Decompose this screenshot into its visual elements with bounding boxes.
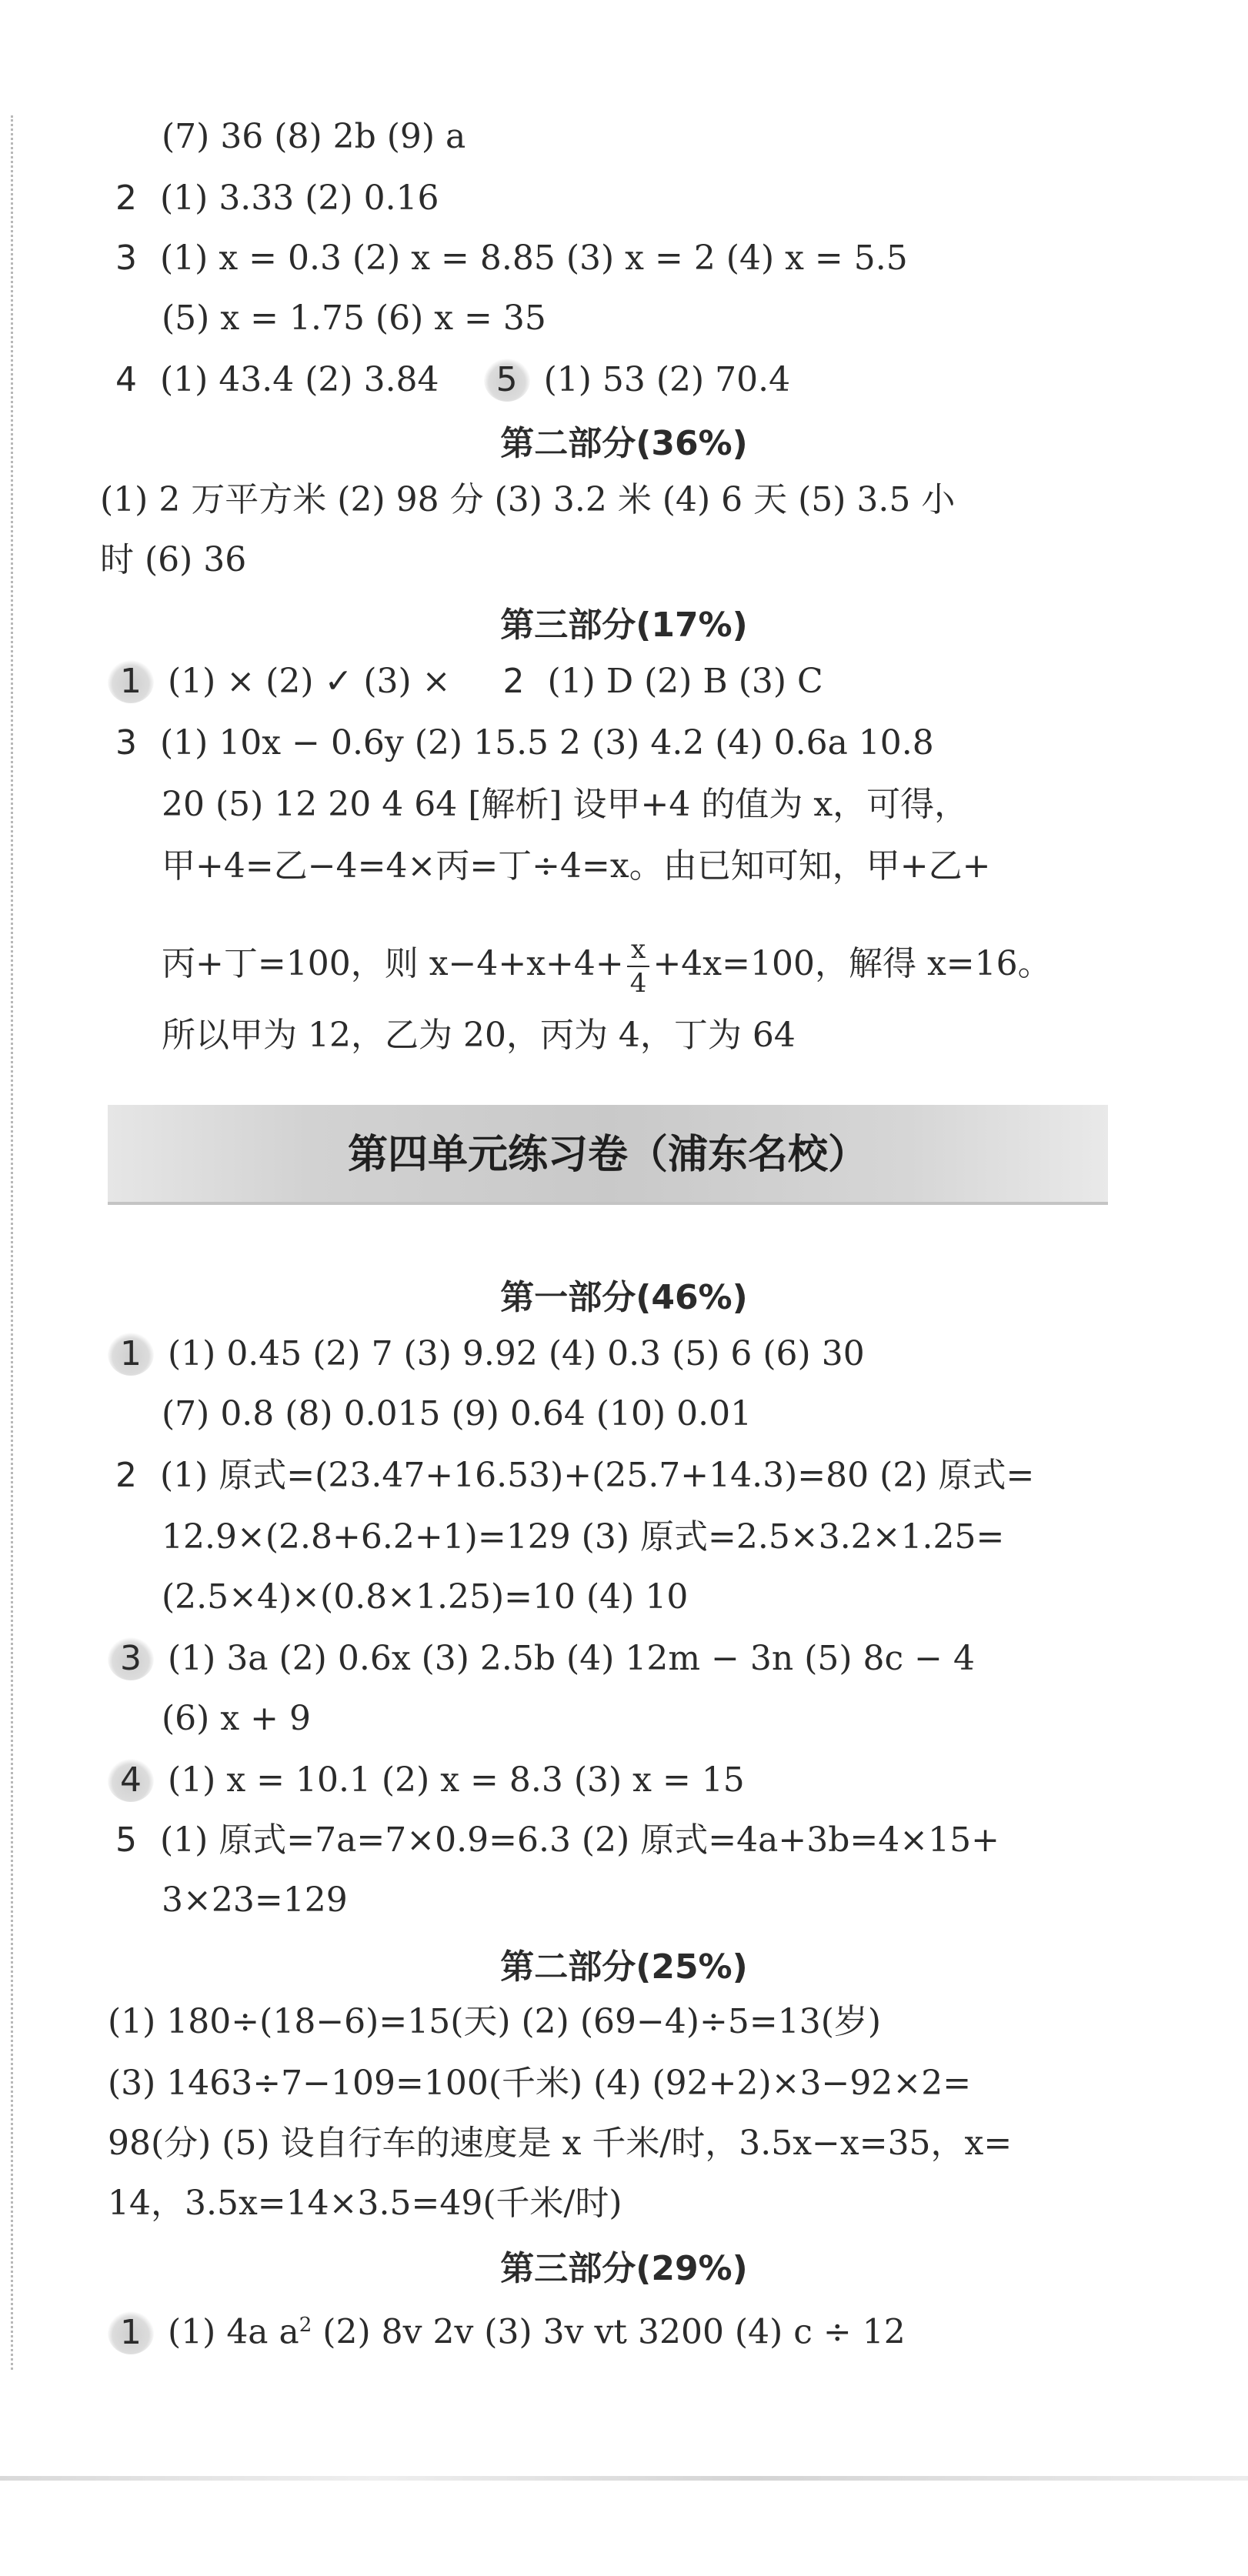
answer-line bbox=[115, 177, 439, 220]
question-number-highlighted: 1 bbox=[108, 660, 154, 703]
answer-text: (1) 3.33 (2) 0.16 bbox=[160, 179, 439, 218]
answer-text: (1) 10x − 0.6y (2) 15.5 2 (3) 4.2 (4) 0.6a 10.8 bbox=[160, 723, 934, 762]
section-heading: 第二部分(25%) bbox=[500, 1947, 748, 1987]
section-heading: 第一部分(46%) bbox=[500, 1278, 748, 1317]
question-number: 2 bbox=[115, 1456, 137, 1495]
answer-line: 所以甲为 12，乙为 20，丙为 4，丁为 64 bbox=[162, 1016, 796, 1055]
question-number: 3 bbox=[115, 239, 137, 278]
answer-text: (1) 3a (2) 0.6x (3) 2.5b (4) 12m − 3n (5) 8c − 4 bbox=[168, 1639, 976, 1678]
answer-line bbox=[115, 1819, 999, 1862]
answer-line bbox=[115, 237, 908, 280]
section-heading: 第二部分(36%) bbox=[500, 424, 748, 463]
answer-text: 丙+丁=100，则 x−4+x+4+ bbox=[162, 944, 624, 983]
answer-line: 甲+4=乙−4=4×丙=丁÷4=x。由已知可知，甲+乙+ bbox=[162, 846, 991, 886]
answer-line bbox=[115, 1637, 975, 1680]
question-number: 3 bbox=[115, 723, 137, 762]
answer-line bbox=[115, 1759, 745, 1802]
answer-text: (1) 43.4 (2) 3.84 bbox=[160, 360, 439, 399]
answer-text: (1) 53 (2) 70.4 bbox=[543, 360, 791, 399]
question-number-highlighted: 1 bbox=[108, 2311, 154, 2354]
answer-line: (6) x + 9 bbox=[162, 1699, 311, 1738]
unit-banner-title: 第四单元练习卷（浦东名校） bbox=[347, 1132, 868, 1178]
answer-line: 14，3.5x=14×3.5=49(千米/时) bbox=[108, 2184, 622, 2223]
answer-text: (1) 0.45 (2) 7 (3) 9.92 (4) 0.3 (5) 6 (6) 30 bbox=[168, 1334, 865, 1373]
answer-line: 98(分) (5) 设自行车的速度是 x 千米/时，3.5x−x=35，x= bbox=[108, 2124, 1013, 2163]
answer-text: (1) 原式=(23.47+16.53)+(25.7+14.3)=80 (2) 原式= bbox=[160, 1456, 1035, 1495]
section-heading: 第三部分(17%) bbox=[500, 606, 748, 645]
answer-line: (1) 2 万平方米 (2) 98 分 (3) 3.2 米 (4) 6 天 (5) 3.5 小 bbox=[100, 480, 956, 519]
question-number-highlighted: 3 bbox=[108, 1637, 154, 1680]
answer-text: (1) D (2) B (3) C bbox=[547, 662, 823, 701]
answer-line bbox=[115, 2304, 906, 2354]
page-bottom-rule bbox=[0, 2476, 1248, 2481]
answer-line: (7) 0.8 (8) 0.015 (9) 0.64 (10) 0.01 bbox=[162, 1394, 752, 1433]
answer-line: 3×23=129 bbox=[162, 1880, 348, 1920]
answer-line: (7) 36 (8) 2b (9) a bbox=[162, 117, 466, 156]
exponent: 2 bbox=[299, 2314, 312, 2337]
fraction bbox=[627, 933, 650, 999]
answer-line bbox=[115, 722, 934, 765]
answer-line: (5) x = 1.75 (6) x = 35 bbox=[162, 299, 546, 338]
answer-line: 20 (5) 12 20 4 64 [解析] 设甲+4 的值为 x，可得， bbox=[162, 785, 969, 824]
fraction-denominator: 4 bbox=[629, 967, 647, 999]
question-number: 2 bbox=[115, 179, 137, 218]
answer-text: (1) x = 0.3 (2) x = 8.85 (3) x = 2 (4) x = 5.5 bbox=[160, 239, 908, 278]
question-number-highlighted: 5 bbox=[484, 359, 530, 402]
answer-text: (1) x = 10.1 (2) x = 8.3 (3) x = 15 bbox=[168, 1760, 745, 1800]
answer-line: (2.5×4)×(0.8×1.25)=10 (4) 10 bbox=[162, 1577, 689, 1617]
answer-line bbox=[115, 1333, 865, 1376]
question-number-highlighted: 4 bbox=[108, 1759, 154, 1802]
answer-line: 12.9×(2.8+6.2+1)=129 (3) 原式=2.5×3.2×1.25= bbox=[162, 1517, 1005, 1557]
question-number: 2 bbox=[502, 662, 525, 701]
answer-line: (3) 1463÷7−109=100(千米) (4) (92+2)×3−92×2= bbox=[108, 2064, 972, 2103]
answer-text: (1) 4a a bbox=[168, 2312, 299, 2352]
answer-line bbox=[162, 922, 1052, 1006]
answer-line: 时 (6) 36 bbox=[100, 540, 247, 579]
answer-line bbox=[115, 660, 823, 703]
answer-text: (1) 原式=7a=7×0.9=6.3 (2) 原式=4a+3b=4×15+ bbox=[160, 1820, 999, 1860]
answer-text: +4x=100，解得 x=16。 bbox=[652, 944, 1052, 983]
question-number: 4 bbox=[115, 360, 137, 399]
question-number-highlighted: 1 bbox=[108, 1333, 154, 1376]
answer-text: (1) × (2) ✓ (3) × bbox=[168, 662, 451, 701]
answer-line bbox=[115, 359, 790, 402]
section-heading: 第三部分(29%) bbox=[500, 2249, 748, 2288]
answer-line bbox=[115, 1454, 1034, 1497]
answer-text: (2) 8v 2v (3) 3v vt 3200 (4) c ÷ 12 bbox=[312, 2312, 906, 2352]
question-number: 5 bbox=[115, 1820, 137, 1860]
answer-line: (1) 180÷(18−6)=15(天) (2) (69−4)÷5=13(岁) bbox=[108, 2002, 882, 2041]
fraction-numerator: x bbox=[627, 936, 650, 967]
